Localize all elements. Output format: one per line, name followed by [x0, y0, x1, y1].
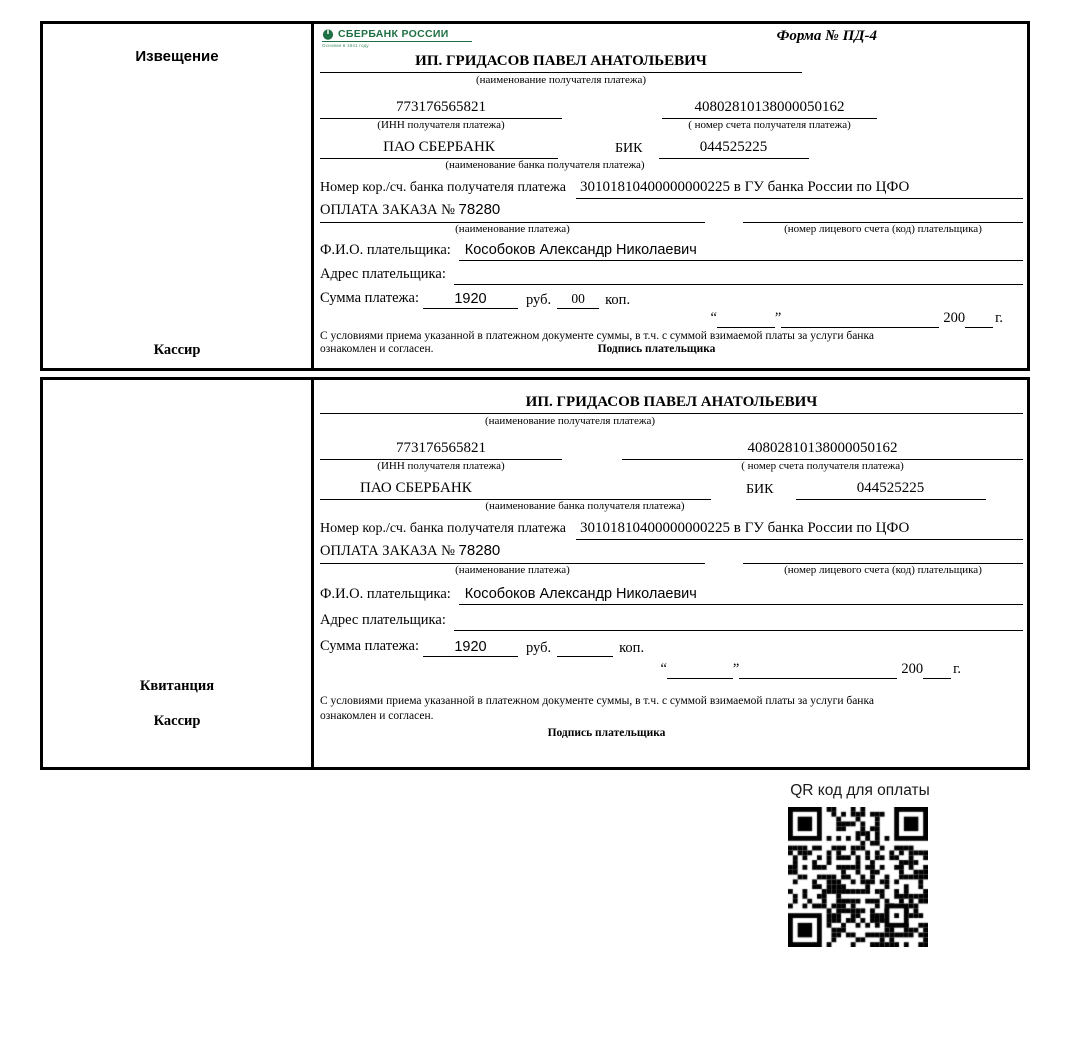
receipt-side-column	[43, 380, 314, 767]
order-number: 78280	[458, 542, 501, 559]
notice-side-column	[43, 24, 314, 368]
order-number: 78280	[458, 201, 501, 218]
sum-value: 1920	[423, 291, 518, 309]
sum-label: Сумма платежа:	[320, 290, 419, 306]
bik-value: 044525225	[796, 480, 986, 500]
bank-caption: (наименование банка получателя платежа)	[445, 159, 645, 171]
sberbank-logo-text: СБЕРБАНК РОССИИ	[338, 28, 449, 40]
payee-name: ИП. ГРИДАСОВ ПАВЕЛ АНАТОЛЬЕВИЧ	[320, 53, 802, 73]
quote-close: ”	[732, 661, 740, 677]
fio-value: Кособоков Александр Николаевич	[459, 242, 1023, 261]
agreement-line2: ознакомлен и согласен.	[320, 343, 434, 355]
agreement-line2-row	[320, 343, 1023, 356]
corr-label: Номер кор./сч. банка получателя платежа	[320, 521, 566, 536]
year-suffix: г.	[953, 661, 961, 677]
fio-value: Кособоков Александр Николаевич	[459, 586, 1023, 605]
inn-account-captions	[320, 460, 1023, 472]
inn-account-captions	[320, 119, 1023, 131]
personal-account-caption: (номер лицевого счета (код) плательщика)	[784, 564, 982, 576]
date-row	[320, 310, 1003, 328]
payment-name-row	[320, 201, 1023, 223]
personal-account-blank	[743, 203, 1023, 223]
kop-label: коп.	[605, 292, 631, 308]
payer-fio-row	[320, 242, 1023, 261]
rub-label: руб.	[526, 640, 552, 656]
bank-bik-row	[320, 480, 1023, 500]
corr-value: 30101810400000000225 в ГУ банка России по ЦФО	[576, 179, 1023, 199]
sberbank-logo	[322, 28, 472, 48]
bank-bik-row	[320, 139, 1023, 159]
payer-address-row	[320, 612, 1023, 631]
payee-caption: (наименование получателя платежа)	[484, 415, 656, 427]
address-label: Адрес плательщика:	[320, 266, 446, 282]
quote-open: “	[660, 661, 667, 677]
signature-label: Подпись плательщика	[547, 727, 666, 739]
corr-label: Номер кор./сч. банка получателя платежа	[320, 180, 566, 195]
account-caption: ( номер счета получателя платежа)	[688, 119, 851, 131]
inn-caption: (ИНН получателя платежа)	[377, 119, 505, 131]
payment-name-row	[320, 542, 1023, 564]
bank-name: ПАО СБЕРБАНК	[320, 480, 711, 500]
personal-account-blank	[743, 544, 1023, 564]
sum-value: 1920	[423, 639, 518, 657]
sberbank-coin-icon	[322, 28, 334, 40]
address-value	[454, 612, 1023, 631]
agreement-line1: С условиями приема указанной в платежном документе суммы, в т.ч. с суммой взимаемой платы за услуги банка	[320, 330, 874, 342]
payment-caption: (наименование платежа)	[455, 564, 570, 576]
account-value: 40802810138000050162	[662, 99, 877, 119]
account-value: 40802810138000050162	[622, 440, 1023, 460]
quote-close: ”	[774, 310, 782, 326]
payee-name: ИП. ГРИДАСОВ ПАВЕЛ АНАТОЛЬЕВИЧ	[320, 394, 1023, 414]
qr-payment-label: QR код для оплаты	[790, 782, 930, 799]
payment-captions	[320, 223, 1023, 235]
signature-label: Подпись плательщика	[597, 343, 716, 355]
notice-title: Извещение	[135, 48, 219, 65]
receipt-cashier-label: Кассир	[153, 713, 201, 729]
year-prefix: 200	[901, 661, 924, 677]
address-label: Адрес плательщика:	[320, 612, 446, 628]
agreement-line1: С условиями приема указанной в платежном документе суммы, в т.ч. с суммой взимаемой платы за услуги банка	[320, 695, 874, 707]
date-month-blank	[781, 310, 939, 328]
date-year-blank	[965, 310, 993, 328]
account-caption: ( номер счета получателя платежа)	[741, 460, 904, 472]
corr-account-row	[320, 179, 1023, 199]
payer-fio-row	[320, 586, 1023, 605]
inn-account-row	[320, 99, 1023, 119]
sberbank-logo-tagline: Основан в 1841 году	[322, 43, 369, 48]
inn-value: 773176565821	[320, 440, 562, 460]
inn-value: 773176565821	[320, 99, 562, 119]
year-suffix: г.	[995, 310, 1003, 326]
notice-section	[40, 21, 1030, 371]
bank-name: ПАО СБЕРБАНК	[320, 139, 558, 159]
corr-value: 30101810400000000225 в ГУ банка России по ЦФО	[576, 520, 1023, 540]
payment-name: ОПЛАТА ЗАКАЗА № 78280	[320, 201, 705, 223]
corr-account-row	[320, 520, 1023, 540]
fio-label: Ф.И.О. плательщика:	[320, 586, 451, 602]
year-prefix: 200	[943, 310, 966, 326]
inn-account-row	[320, 440, 1023, 460]
rub-label: руб.	[526, 292, 552, 308]
notice-main-column	[314, 24, 1027, 368]
date-row	[320, 661, 961, 679]
sum-row	[320, 290, 1023, 309]
bank-caption: (наименование банка получателя платежа)	[485, 500, 685, 512]
qr-code-image	[788, 807, 928, 947]
bik-label: БИК	[746, 482, 774, 497]
personal-account-caption: (номер лицевого счета (код) плательщика)	[784, 223, 982, 235]
receipt-section	[40, 377, 1030, 770]
date-month-blank	[739, 661, 897, 679]
sum-label: Сумма платежа:	[320, 638, 419, 654]
payment-caption: (наименование платежа)	[455, 223, 570, 235]
payment-name: ОПЛАТА ЗАКАЗА № 78280	[320, 542, 705, 564]
sum-row	[320, 638, 1023, 657]
agreement-line2: ознакомлен и согласен.	[320, 710, 434, 722]
payment-captions	[320, 564, 1023, 576]
date-day-blank	[717, 310, 775, 328]
form-number-label: Форма № ПД-4	[776, 28, 877, 44]
date-day-blank	[667, 661, 733, 679]
quote-open: “	[710, 310, 717, 326]
inn-caption: (ИНН получателя платежа)	[377, 460, 505, 472]
payer-address-row	[320, 266, 1023, 285]
bik-label: БИК	[615, 141, 643, 156]
notice-cashier-label: Кассир	[153, 342, 201, 358]
kop-value	[557, 655, 613, 657]
bik-value: 044525225	[659, 139, 809, 159]
fio-label: Ф.И.О. плательщика:	[320, 242, 451, 258]
kop-label: коп.	[619, 640, 645, 656]
receipt-title: Квитанция	[139, 678, 215, 694]
receipt-main-column	[314, 380, 1027, 767]
kop-value: 00	[557, 291, 599, 309]
date-year-blank	[923, 661, 951, 679]
payee-caption: (наименование получателя платежа)	[475, 74, 647, 86]
notice-header-row	[320, 26, 1023, 53]
address-value	[454, 266, 1023, 285]
